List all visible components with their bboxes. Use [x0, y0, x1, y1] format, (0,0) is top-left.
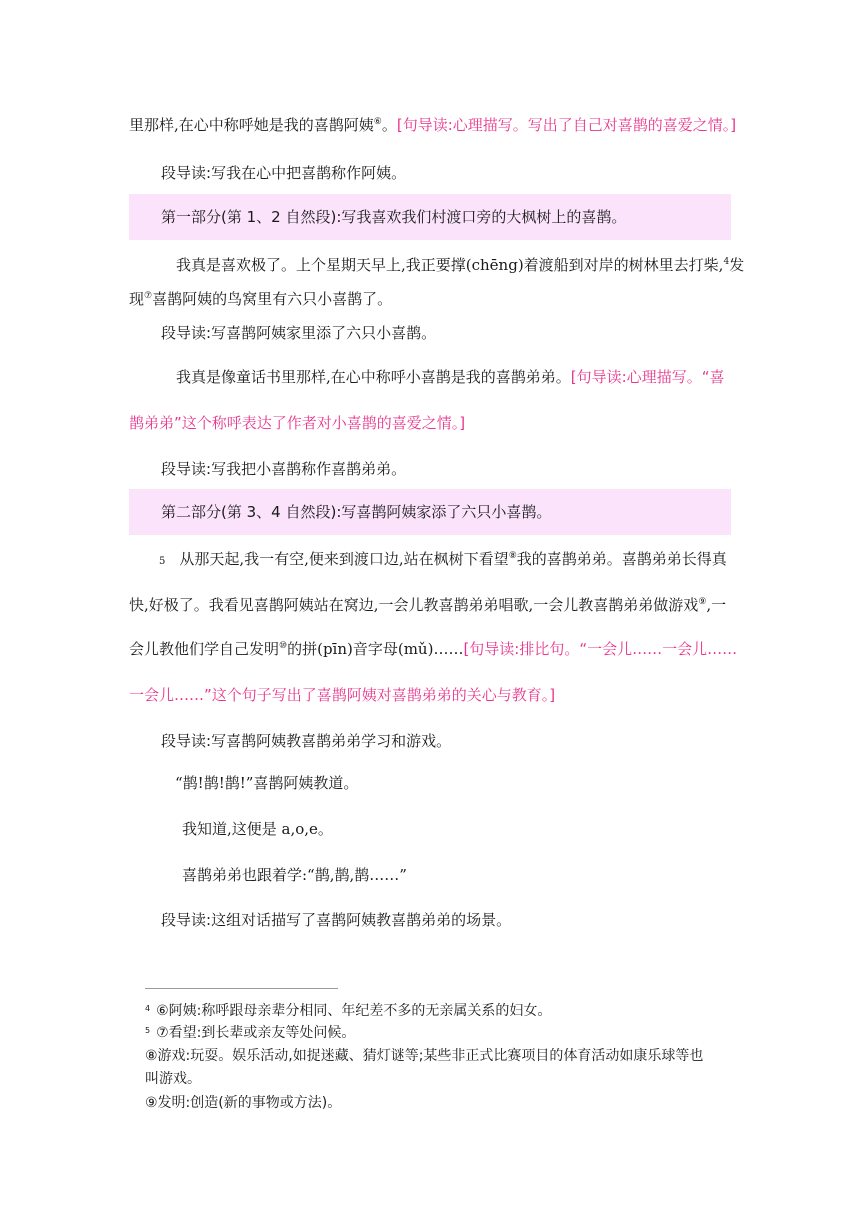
text-run: 的拼(pīn)音字母(mǔ)……	[287, 640, 464, 658]
footnote: ⑨发明:创造(新的事物或方法)。	[145, 1095, 342, 1111]
guide-text: 写我在心中把喜鹊称作阿姨。	[211, 164, 407, 182]
sentence-guide-note: [句导读:排比句。“一会儿……一会儿……	[463, 640, 738, 658]
footnote-divider	[145, 988, 338, 989]
sentence-guide-note: 鹊弟弟”这个称呼表达了作者对小喜鹊的喜爱之情。]	[129, 414, 466, 432]
paragraph-line	[129, 114, 737, 136]
text-run: 现	[129, 290, 145, 308]
footnote-text: ⑦看望:到长辈或亲友等处问候。	[156, 1025, 356, 1041]
text-run: 发	[729, 256, 745, 274]
guide-label: 段导读:	[161, 164, 212, 182]
guide-label: 段导读:	[161, 911, 212, 929]
footnote-marker: 4	[723, 257, 730, 267]
text-run: 我真是喜欢极了。上个星期天早上,我正要撑(chēng)着渡船到对岸的树林里去打柴,	[176, 256, 724, 274]
text-run: 我真是像童话书里那样,在心中称呼小喜鹊是我的喜鹊弟弟。	[176, 368, 571, 386]
sentence-guide-note: 一会儿……”这个句子写出了喜鹊阿姨对喜鹊弟弟的关心与教育。]	[129, 686, 556, 704]
paragraph-line	[129, 288, 731, 310]
paragraph-guide	[161, 730, 763, 752]
paragraph-guide	[161, 458, 763, 480]
paragraph-line	[176, 366, 778, 388]
section-banner	[129, 194, 731, 240]
text-run: 。	[381, 116, 397, 134]
footnote-marker: ⑩	[279, 641, 288, 651]
paragraph-line	[129, 594, 731, 616]
text-run: 会儿教他们学自己发明	[129, 640, 280, 658]
footnote-marker: ⑥	[373, 117, 382, 127]
guide-label: 段导读:	[161, 732, 212, 750]
paragraph-guide	[161, 909, 763, 931]
text-run: ,一	[706, 596, 727, 614]
sentence-guide-note: [句导读:心理描写。写出了自己对喜鹊的喜爱之情。]	[396, 116, 737, 134]
guide-text: 这组对话描写了喜鹊阿姨教喜鹊弟弟的场景。	[211, 911, 512, 929]
guide-text: 写我把小喜鹊称作喜鹊弟弟。	[211, 460, 407, 478]
sentence-guide-note: [句导读:心理描写。“喜	[570, 368, 725, 386]
paragraph-guide	[161, 162, 763, 184]
section-title: 第一部分(第 1、2 自然段):写我喜欢我们村渡口旁的大枫树上的喜鹊。	[161, 208, 627, 226]
paragraph-line	[159, 548, 761, 573]
footnote-number: 4	[145, 1004, 151, 1013]
footnote-number: 5	[145, 1026, 151, 1035]
section-banner	[129, 489, 731, 535]
footnote	[145, 1000, 735, 1022]
text-run: 从那天起,我一有空,便来到渡口边,站在枫树下看望	[179, 550, 509, 568]
paragraph-line	[176, 254, 778, 276]
text-run: 我的喜鹊弟弟。喜鹊弟弟长得真	[516, 550, 727, 568]
guide-text: 写喜鹊阿姨家里添了六只小喜鹊。	[211, 324, 437, 342]
dialogue-line: “鹊!鹊!鹊!”喜鹊阿姨教道。	[175, 774, 359, 792]
text-run: 快,好极了。我看见喜鹊阿姨站在窝边,一会儿教喜鹊弟弟唱歌,一会儿教喜鹊弟弟做游戏	[129, 596, 699, 614]
text-run: 里那样,在心中称呼她是我的喜鹊阿姨	[129, 116, 374, 134]
footnote: ⑧游戏:玩耍。娱乐活动,如捉迷藏、猜灯谜等;某些非正式比赛项目的体育活动如康乐球等也	[145, 1048, 704, 1064]
footnote-marker: ⑧	[508, 551, 517, 561]
section-title: 第二部分(第 3、4 自然段):写喜鹊阿姨家添了六只小喜鹊。	[161, 503, 552, 521]
dialogue-line: 我知道,这便是 a,o,e。	[182, 820, 333, 838]
paragraph-line	[129, 638, 738, 660]
footnote-marker: ⑦	[144, 291, 153, 301]
dialogue-line: 喜鹊弟弟也跟着学:“鹊,鹊,鹊……”	[182, 866, 407, 884]
guide-label: 段导读:	[161, 460, 212, 478]
footnote-text: ⑥阿姨:称呼跟母亲辈分相同、年纪差不多的无亲属关系的妇女。	[156, 1003, 552, 1019]
guide-text: 写喜鹊阿姨教喜鹊弟弟学习和游戏。	[211, 732, 452, 750]
text-run: 喜鹊阿姨的鸟窝里有六只小喜鹊了。	[152, 290, 393, 308]
footnote	[145, 1022, 735, 1044]
paragraph-guide	[161, 322, 763, 344]
footnote-marker: ⑨	[698, 597, 707, 607]
footnote: 叫游戏。	[145, 1071, 201, 1087]
paragraph-number: 5	[159, 556, 166, 567]
guide-label: 段导读:	[161, 324, 212, 342]
